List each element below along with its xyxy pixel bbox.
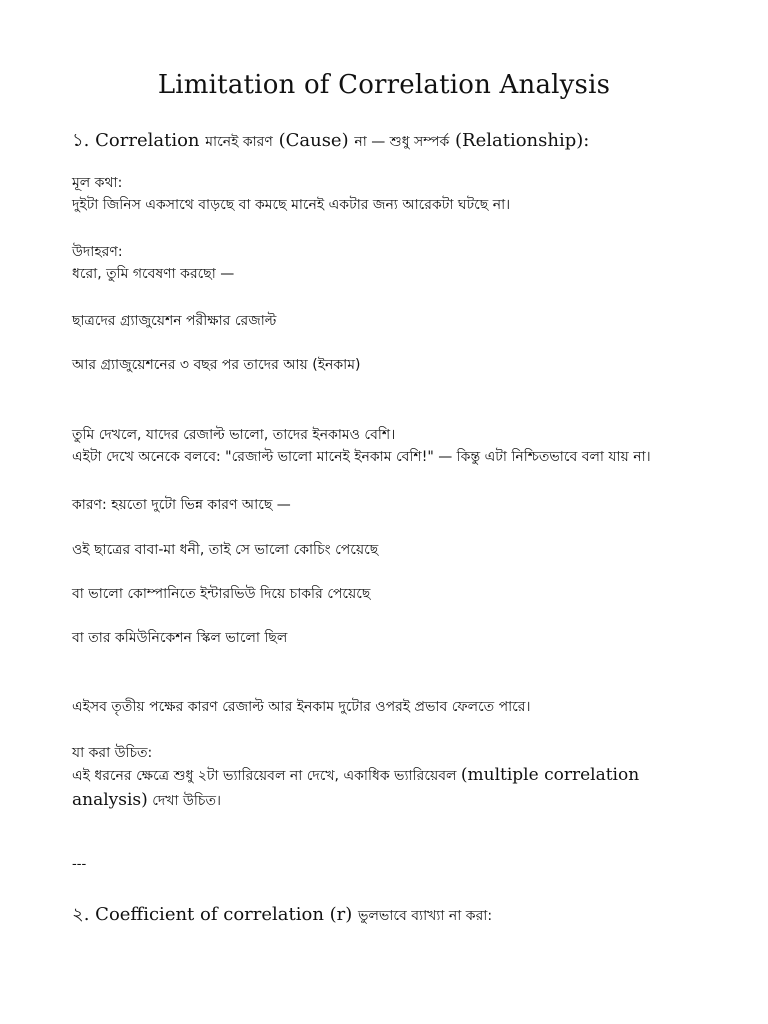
advice-text-bn-end: দেখা উচিত। — [152, 793, 221, 809]
separator: --- — [72, 856, 87, 872]
example-item-2: আর গ্র্যাজুয়েশনের ৩ বছর পর তাদের আয় (ইনকাম) — [72, 357, 361, 373]
reason-1: ওই ছাত্রের বাবা-মা ধনী, তাই সে ভালো কোচিং পেয়েছে — [72, 542, 379, 558]
advice-label: যা করা উচিত: — [72, 745, 153, 761]
section1-heading-en2: (Cause) — [278, 130, 349, 151]
advice-paragraph — [72, 763, 702, 813]
section2-number: ২. — [72, 904, 90, 925]
reason-2: বা ভালো কোম্পানিতে ইন্টারভিউ দিয়ে চাকরি পেয়েছে — [72, 586, 371, 602]
section1-number: ১. — [72, 130, 90, 151]
page-title: Limitation of Correlation Analysis — [157, 70, 611, 100]
reason-3: বা তার কমিউনিকেশন স্কিল ভালো ছিল — [72, 630, 288, 646]
example-item-1: ছাত্রদের গ্র্যাজুয়েশন পরীক্ষার রেজাল্ট — [72, 313, 277, 329]
example-label: উদাহরণ: — [72, 244, 123, 260]
advice-text-bn: এই ধরনের ক্ষেত্রে শুধু ২টা ভ্যারিয়েবল না দেখে, একাধিক ভ্যারিয়েবল — [72, 768, 457, 784]
section1-heading — [72, 126, 589, 157]
main-point-text: দুইটা জিনিস একসাথে বাড়ছে বা কমছে মানেই একটার জন্য আরেকটা ঘটছে না। — [72, 197, 511, 213]
main-point-label: মূল কথা: — [72, 175, 123, 191]
example-intro: ধরো, তুমি গবেষণা করছো — — [72, 266, 235, 282]
section1-heading-en3: (Relationship): — [455, 130, 590, 151]
section2-heading-en: Coefficient of correlation (r) — [95, 904, 353, 925]
observation-2: এইটা দেখে অনেকে বলবে: "রেজাল্ট ভালো মানেই ইনকাম বেশি!" — কিন্তু এটা নিশ্চিতভাবে বলা যায় না। — [72, 449, 651, 465]
section1-heading-bn1: মানেই কারণ — [205, 134, 273, 150]
advice-text-en: (multiple correlation analysis) — [72, 765, 640, 810]
section2-heading-bn: ভুলভাবে ব্যাখ্যা না করা: — [358, 908, 493, 924]
section1-heading-en: Correlation — [95, 130, 200, 151]
observation-1: তুমি দেখলে, যাদের রেজাল্ট ভালো, তাদের ইনকামও বেশি। — [72, 427, 396, 443]
reason-intro: কারণ: হয়তো দুটো ভিন্ন কারণ আছে — — [72, 497, 291, 513]
conclusion: এইসব তৃতীয় পক্ষের কারণ রেজাল্ট আর ইনকাম দুটোর ওপরই প্রভাব ফেলতে পারে। — [72, 699, 531, 715]
section2-heading — [72, 900, 492, 931]
section1-heading-bn2: না — শুধু সম্পর্ক — [354, 134, 450, 150]
